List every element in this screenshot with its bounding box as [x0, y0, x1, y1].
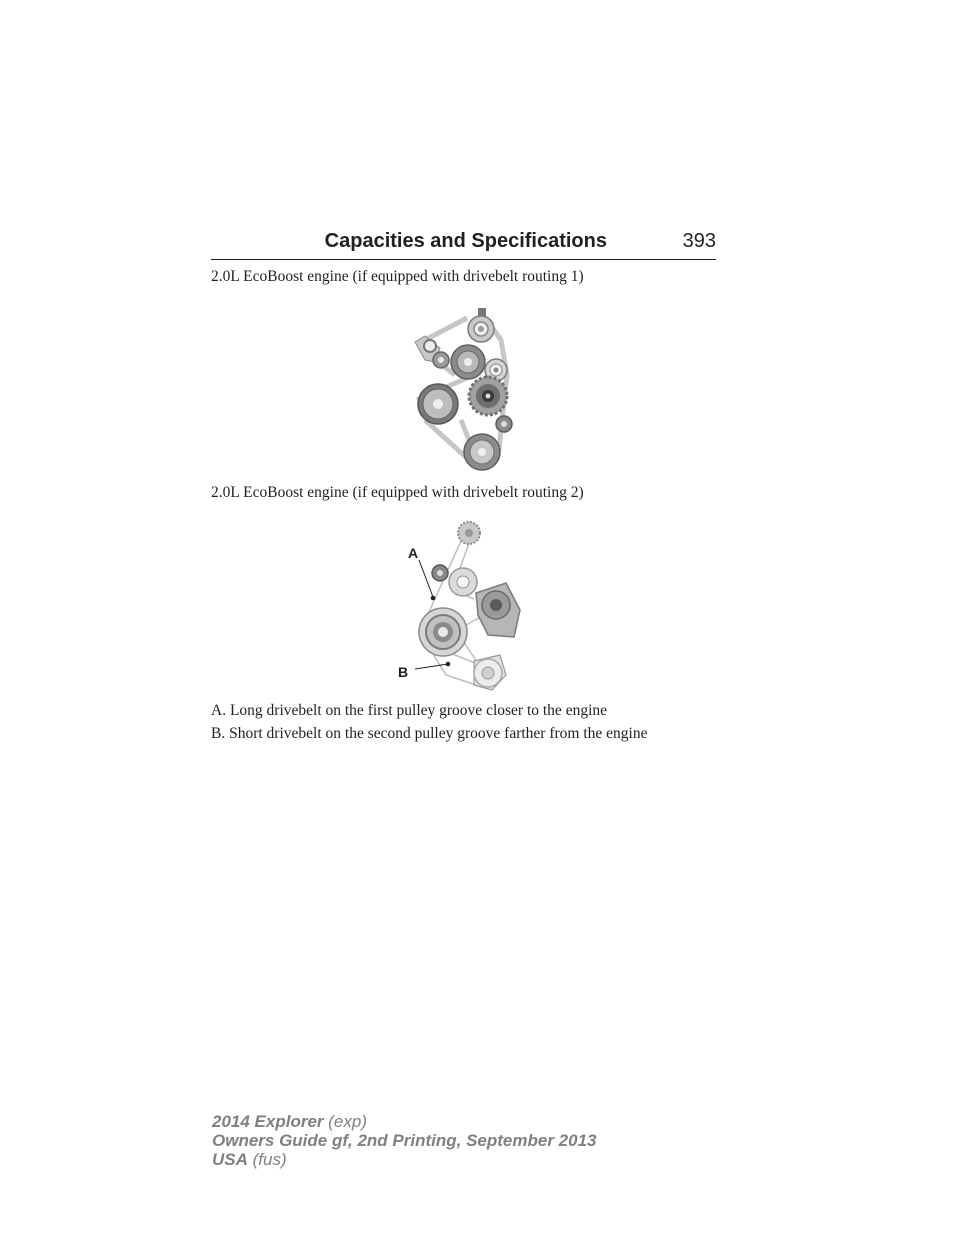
page-number: 393: [682, 230, 716, 252]
page-header: [211, 228, 716, 260]
page-footer: [212, 1112, 596, 1169]
footer-model: 2014 Explorer: [212, 1112, 324, 1131]
legend-item-a: A. Long drivebelt on the first pulley groove closer to the engine: [211, 702, 608, 719]
figure-1-caption: 2.0L EcoBoost engine (if equipped with drivebelt routing 1): [211, 268, 584, 285]
callout-b-label: B: [398, 664, 409, 680]
footer-model-line: [212, 1112, 596, 1131]
drivebelt-routing-1-diagram: [405, 300, 535, 475]
footer-market-line: [212, 1150, 596, 1169]
drivebelt-routing-2-diagram: [390, 515, 530, 695]
footer-market-code: (fus): [252, 1150, 287, 1169]
callout-a-label: A: [408, 545, 419, 561]
legend-item-b: B. Short drivebelt on the second pulley groove farther from the engine: [211, 725, 648, 742]
footer-model-code: (exp): [328, 1112, 367, 1131]
footer-market: USA: [212, 1150, 248, 1169]
footer-guide: Owners Guide gf, 2nd Printing, September 2013: [212, 1131, 597, 1150]
section-title: Capacities and Specifications: [324, 230, 607, 252]
figure-2-caption: 2.0L EcoBoost engine (if equipped with drivebelt routing 2): [211, 484, 584, 501]
